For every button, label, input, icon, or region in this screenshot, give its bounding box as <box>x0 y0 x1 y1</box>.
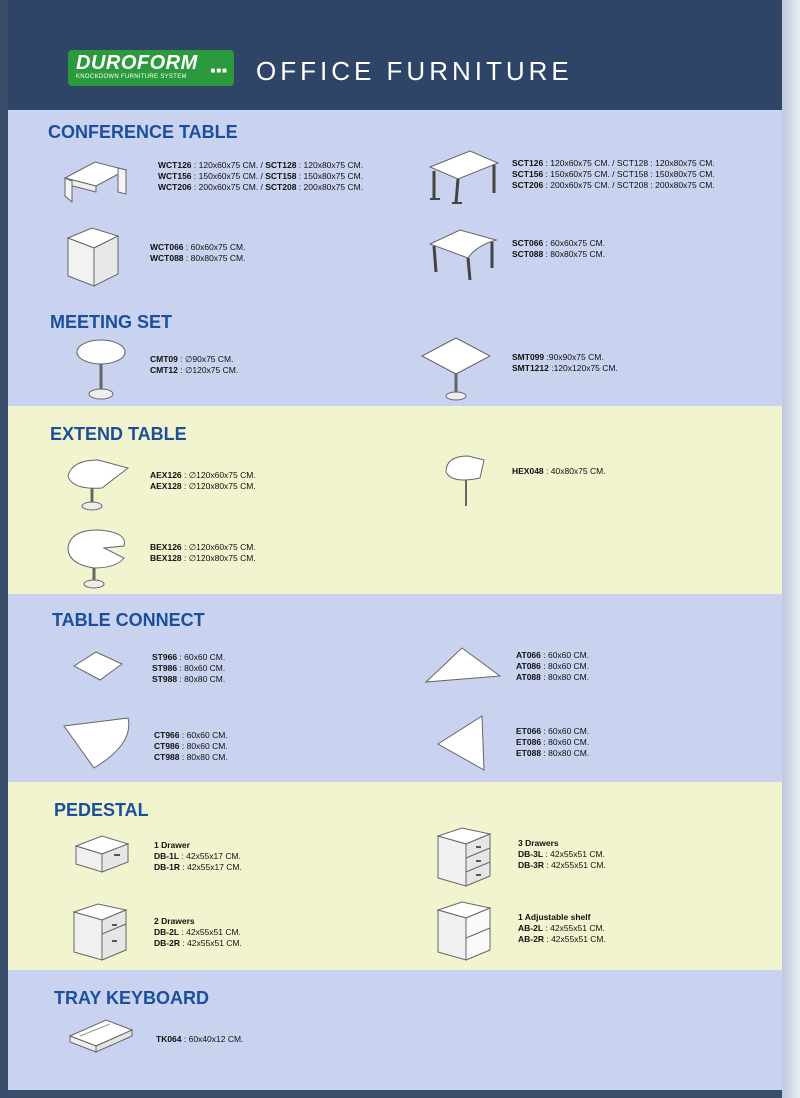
pedestal-2-drawers-icon <box>70 900 130 964</box>
wct-corner-spec: WCT066 : 60x60x75 CM. WCT088 : 80x80x75 CM. <box>150 242 246 263</box>
section-title-pedestal: PEDESTAL <box>54 800 149 820</box>
round-meeting-table-icon <box>74 336 128 404</box>
band-conference-meeting <box>8 110 782 406</box>
pedestal-adjustable-shelf-spec: 1 Adjustable shelf AB-2L : 42x55x51 CM. AB-2R : 42x55x51 CM. <box>518 912 606 944</box>
aex-spec: AEX126 : ∅120x60x75 CM. AEX128 : ∅120x80x75 CM. <box>150 470 256 491</box>
brand-logo <box>68 50 234 86</box>
sct-corner-spec: SCT066 : 60x60x75 CM. SCT088 : 80x80x75 CM. <box>512 238 606 259</box>
catalog-page <box>8 0 782 1090</box>
et-connector-icon <box>432 712 492 774</box>
pedestal-2-drawers-spec: 2 Drawers DB-2L : 42x55x51 CM. DB-2R : 42x55x51 CM. <box>154 916 242 948</box>
section-title-conference: CONFERENCE TABLE <box>48 122 238 142</box>
pedestal-1-drawer-icon <box>72 832 132 876</box>
wct-corner-table-icon <box>62 224 124 288</box>
bex-extend-table-icon <box>62 524 132 592</box>
section-title-extend: EXTEND TABLE <box>50 424 187 444</box>
ct-connector-icon <box>60 712 136 772</box>
band-extend <box>8 406 782 594</box>
aex-extend-table-icon <box>62 454 132 512</box>
section-title-meeting: MEETING SET <box>50 312 173 332</box>
page-title: OFFICE FURNITURE <box>256 56 573 86</box>
at-connector-icon <box>422 644 506 688</box>
brand-name: DUROFORM <box>76 52 198 74</box>
cmt-spec: CMT09 : ∅90x75 CM. CMT12 : ∅120x75 CM. <box>150 354 239 375</box>
sct-spec: SCT126 : 120x60x75 CM. / SCT128 : 120x80x75 CM. SCT156 : 150x60x75 CM. / SCT158 : 150x80x75 CM. SCT206 : 200x60x75 CM. / SCT208 : 200x80x75 CM. <box>512 158 715 190</box>
hex-spec: HEX048 : 40x80x75 CM. <box>512 466 606 476</box>
at-spec: AT066 : 60x60 CM. AT086 : 80x60 CM. AT088 : 80x80 CM. <box>516 650 590 682</box>
tray-spec: TK064 : 60x40x12 CM. <box>156 1034 244 1044</box>
sct-table-icon <box>426 145 502 207</box>
brand-dots: ■■■ <box>210 66 228 75</box>
square-meeting-table-icon <box>418 332 494 406</box>
hex-extend-table-icon <box>440 450 490 510</box>
band-table-connect <box>8 594 782 782</box>
pedestal-3-drawers-icon <box>434 824 494 890</box>
sct-corner-table-icon <box>426 226 500 284</box>
band-pedestal <box>8 782 782 970</box>
st-connector-icon <box>70 646 126 686</box>
section-title-connect: TABLE CONNECT <box>52 610 205 630</box>
page-header <box>8 0 782 110</box>
pedestal-1-drawer-spec: 1 Drawer DB-1L : 42x55x17 CM. DB-1R : 42x55x17 CM. <box>154 840 242 872</box>
brand-tagline: KNOCKDOWN FURNITURE SYSTEM <box>76 74 187 80</box>
wct-spec: WCT126 : 120x60x75 CM. / SCT128 : 120x80x75 CM. WCT156 : 150x60x75 CM. / SCT158 : 150x80x75 CM. WCT206 : 200x60x75 CM. / SCT208 : 200x80x75 CM. <box>158 160 364 192</box>
wct-table-icon <box>60 148 130 208</box>
bex-spec: BEX126 : ∅120x60x75 CM. BEX128 : ∅120x80x75 CM. <box>150 542 256 563</box>
st-spec: ST966 : 60x60 CM. ST986 : 80x60 CM. ST988 : 80x80 CM. <box>152 652 226 684</box>
pedestal-3-drawers-spec: 3 Drawers DB-3L : 42x55x51 CM. DB-3R : 42x55x51 CM. <box>518 838 606 870</box>
section-title-tray: TRAY KEYBOARD <box>54 988 210 1008</box>
et-spec: ET066 : 60x60 CM. ET086 : 80x60 CM. ET088 : 80x80 CM. <box>516 726 590 758</box>
smt-spec: SMT099 :90x90x75 CM. SMT1212 :120x120x75 CM. <box>512 352 618 373</box>
band-tray-keyboard <box>8 970 782 1090</box>
tray-keyboard-icon <box>66 1014 136 1058</box>
pedestal-adjustable-shelf-icon <box>434 898 494 964</box>
page-edge <box>782 0 800 1098</box>
ct-spec: CT966 : 60x60 CM. CT986 : 80x60 CM. CT988 : 80x80 CM. <box>154 730 228 762</box>
